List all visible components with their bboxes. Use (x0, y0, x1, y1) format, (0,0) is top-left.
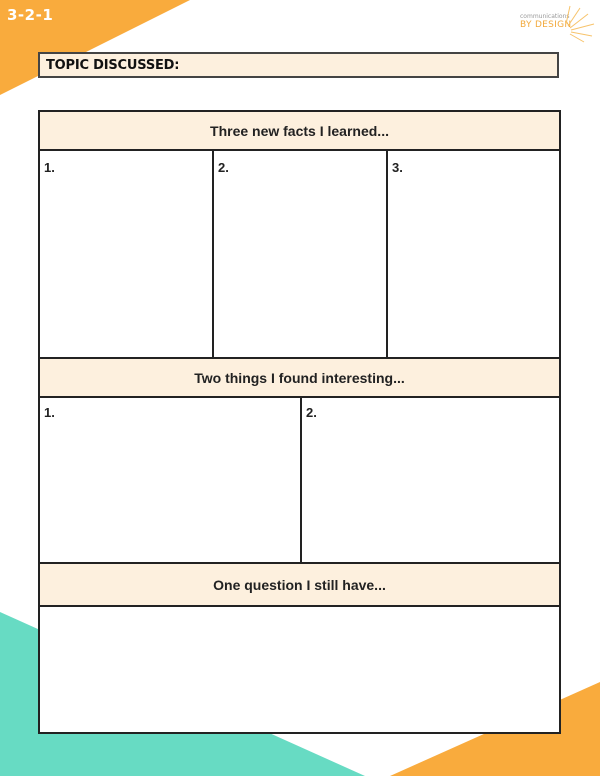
communications-by-design-logo (518, 4, 598, 44)
logo-text-small: communications (520, 13, 570, 20)
page-label: 3-2-1 (7, 6, 54, 24)
sunburst-icon (558, 4, 598, 44)
section-header-one-question: One question I still have... (40, 562, 559, 607)
interesting-cell-1-label: 1. (44, 405, 55, 420)
column-divider (300, 398, 302, 563)
column-divider (212, 151, 214, 358)
interesting-cell-2-label: 2. (306, 405, 317, 420)
section-header-three-facts: Three new facts I learned... (40, 112, 559, 151)
section-header-two-things: Two things I found interesting... (40, 357, 559, 398)
column-divider (386, 151, 388, 358)
fact-cell-2-label: 2. (218, 160, 229, 175)
fact-cell-3-label: 3. (392, 160, 403, 175)
fact-cell-1-label: 1. (44, 160, 55, 175)
topic-label: TOPIC DISCUSSED: (46, 58, 180, 73)
topic-field[interactable] (38, 52, 559, 78)
worksheet-grid (38, 110, 561, 734)
logo-text-large: BY DESIGN (520, 20, 572, 30)
